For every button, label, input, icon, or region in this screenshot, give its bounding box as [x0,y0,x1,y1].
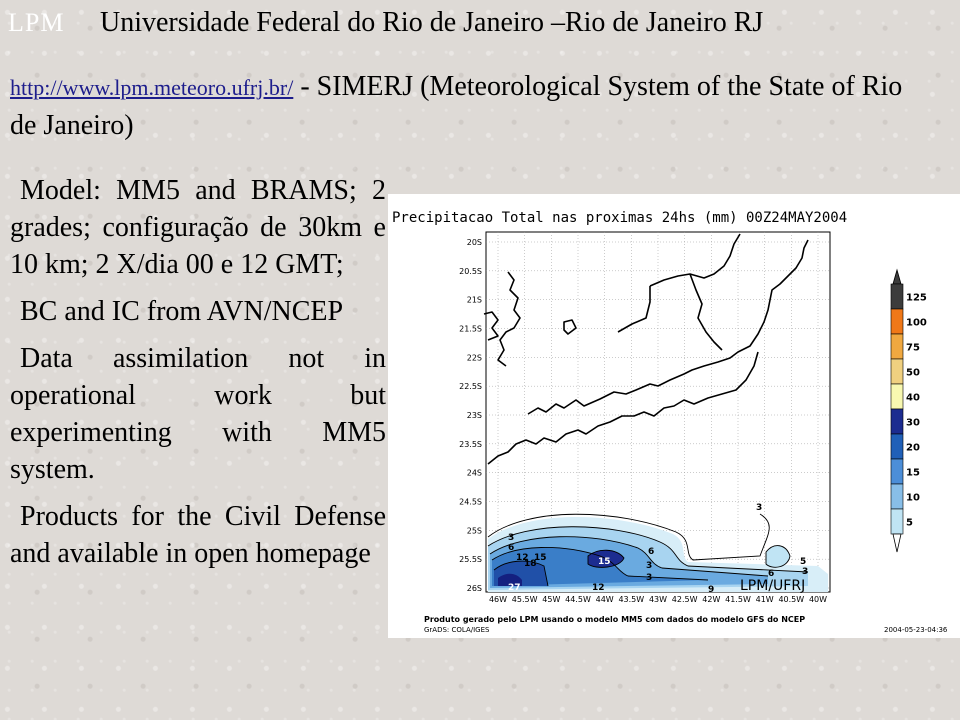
legend-label: 30 [906,417,920,429]
longitude-tick-label: 40.5W [778,595,805,604]
legend-color-box [891,509,903,534]
map-watermark: LPM/UFRJ [740,578,806,594]
legend-label: 10 [906,492,920,504]
legend-color-box [891,334,903,359]
lpm-logo: LPM [8,8,65,37]
contour-label: 27 [508,583,521,593]
legend-label: 75 [906,342,920,354]
contour-label: 3 [756,503,763,513]
bullet-boundary-conditions: BC and IC from AVN/NCEP [20,296,344,327]
contour-label: 3 [646,561,653,571]
latitude-tick-label: 24S [466,468,482,478]
figure-caption: Produto gerado pelo LPM usando o modelo MM5 com dados do modelo GFS do NCEP [424,615,806,624]
subtitle [10,68,910,145]
legend-label: 15 [906,467,920,479]
legend-label: 40 [906,392,920,404]
longitude-tick-label: 41.5W [725,595,751,604]
latitude-tick-label: 20.5S [459,266,482,276]
precipitation-map-figure [388,194,960,638]
bullet-list [10,172,386,582]
longitude-tick-label: 42W [702,595,721,604]
legend-label: 125 [906,292,927,304]
latitude-tick-label: 21.5S [459,324,482,334]
longitude-tick-label: 45.5W [511,595,538,604]
longitude-tick-label: 43.5W [618,595,645,604]
longitude-tick-label: 44W [595,595,614,604]
bullet-data-assimilation: Data assimilation not in operational work but experimenting with MM5 system. [10,343,386,485]
contour-label: 6 [768,569,775,579]
latitude-tick-label: 20S [466,238,482,247]
longitude-axis [489,595,827,604]
legend-label: 50 [906,367,920,379]
legend-color-box [891,434,903,459]
subtitle-text: - SIMERJ (Meteorological System of the State of Rio de Janeiro) [10,71,903,141]
contour-label: 6 [648,547,655,557]
legend-label: 5 [906,517,913,529]
page-title: Universidade Federal do Rio de Janeiro –Rio de Janeiro RJ [100,7,764,38]
longitude-tick-label: 46W [488,595,508,604]
longitude-tick-label: 40W [808,595,828,604]
latitude-axis [459,238,482,593]
latitude-tick-label: 22.5S [459,382,482,392]
contour-label: 9 [708,585,715,595]
legend-color-box [891,309,903,334]
bullet-model: Model: MM5 and BRAMS; 2 grades; configuração de 30km e 10 km; 2 X/dia 00 e 12 GMT; [10,175,386,280]
contour-label: 5 [800,557,807,567]
longitude-tick-label: 41W [755,595,774,604]
contour-label: 3 [508,533,515,543]
legend-color-box [891,384,903,409]
latitude-tick-label: 25.5S [459,555,482,565]
legend-label: 100 [906,317,927,329]
contour-label: 12 [516,553,529,563]
latitude-tick-label: 26S [466,584,482,593]
contour-label: 6 [508,543,515,553]
longitude-tick-label: 42.5W [671,595,698,604]
contour-label: 18 [524,559,537,569]
latitude-tick-label: 22S [466,353,482,363]
contour-label: 3 [646,573,653,583]
longitude-tick-label: 45W [542,595,561,604]
legend-color-box [891,409,903,434]
bullet-products: Products for the Civil Defense and available in open homepage [10,501,386,569]
legend-color-box [891,459,903,484]
contour-label: 15 [534,553,547,563]
contour-label: 15 [598,557,611,567]
longitude-tick-label: 44.5W [565,595,591,604]
color-legend [891,270,927,552]
lpm-homepage-link[interactable]: http://www.lpm.meteoro.ufrj.br/ [10,75,294,100]
legend-color-box [891,359,903,384]
latitude-tick-label: 23S [466,411,482,420]
grads-credit: GrADS: COLA/IGES [424,626,490,634]
legend-label: 20 [906,442,920,454]
latitude-tick-label: 24.5S [459,497,482,507]
latitude-tick-label: 25S [466,526,482,536]
legend-color-box [891,484,903,509]
legend-color-box [891,284,903,309]
figure-title: Precipitacao Total nas proximas 24hs (mm) 00Z24MAY2004 [392,210,848,226]
longitude-tick-label: 43W [648,595,668,604]
contour-label: 12 [592,583,605,593]
precipitation-map-svg [388,194,960,638]
figure-timestamp: 2004-05-23-04:36 [884,626,948,634]
latitude-tick-label: 23.5S [459,439,482,449]
latitude-tick-label: 21S [466,295,482,305]
contour-label: 3 [802,567,809,577]
